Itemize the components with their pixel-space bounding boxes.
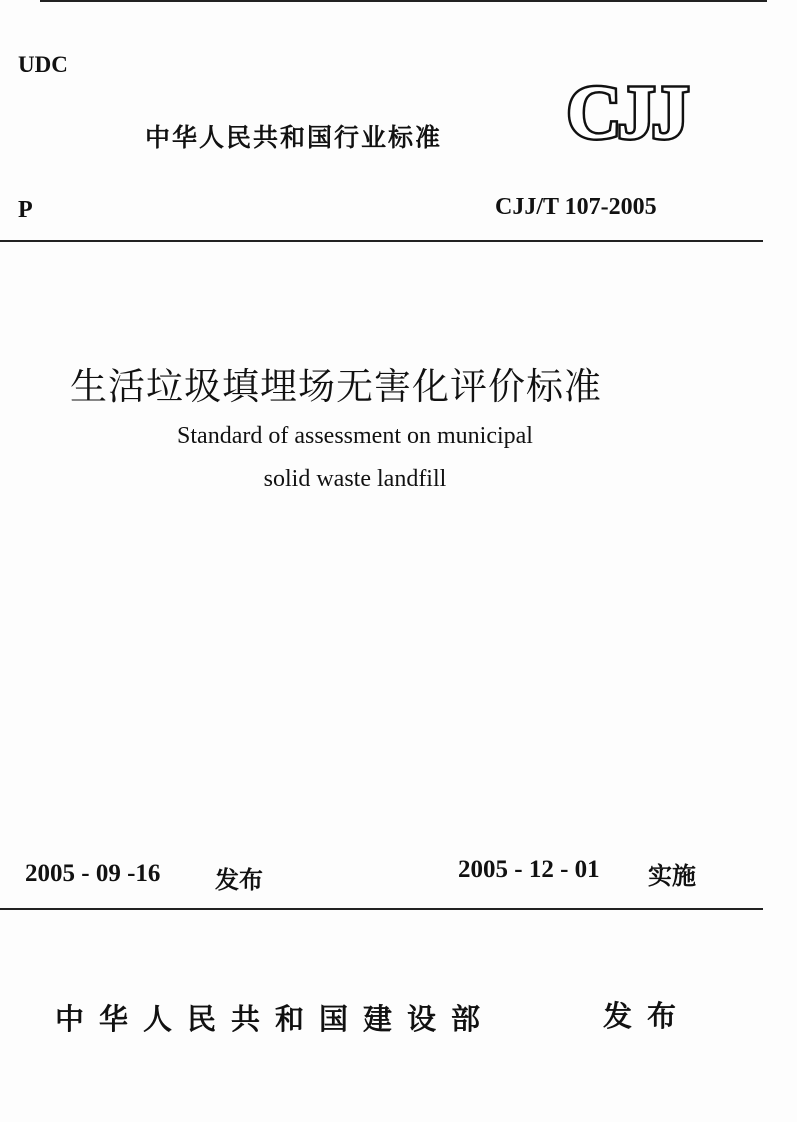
effective-date: 2005 - 12 - 01 — [458, 856, 600, 883]
header-divider — [0, 240, 763, 242]
title-chinese: 生活垃圾填埋场无害化评价标准 — [70, 365, 602, 408]
footer-divider — [0, 908, 763, 910]
cjj-logo — [555, 72, 697, 150]
logo-text: CJJ — [566, 72, 686, 150]
standard-number: CJJ/T 107-2005 — [495, 194, 657, 220]
publisher: 中华人民共和国建设部 — [55, 1002, 496, 1036]
industry-standard-heading: 中华人民共和国行业标准 — [145, 123, 443, 152]
issue-date: 2005 - 09 -16 — [25, 860, 161, 887]
effective-label: 实施 — [648, 862, 696, 890]
publish-label: 发布 — [603, 999, 692, 1033]
udc-label: UDC — [18, 52, 68, 77]
classification-category: P — [18, 197, 33, 223]
issue-label: 发布 — [215, 866, 263, 894]
top-rule — [40, 0, 767, 2]
title-english-line1: Standard of assessment on municipal — [177, 423, 533, 449]
title-english-line2: solid waste landfill — [263, 466, 447, 492]
